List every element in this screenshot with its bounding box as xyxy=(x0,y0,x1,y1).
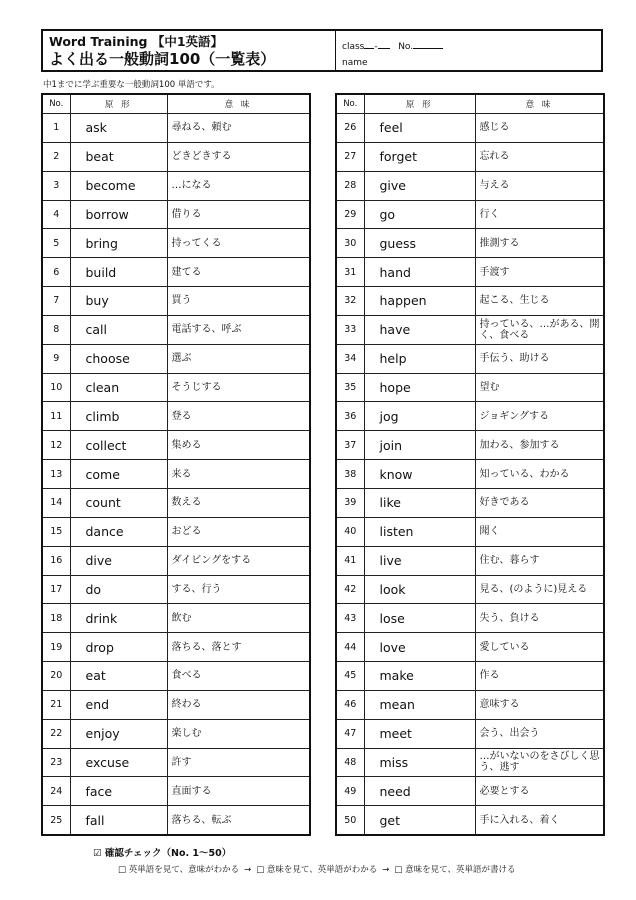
word-english: lose xyxy=(364,604,475,633)
table-row xyxy=(336,748,604,777)
word-english: miss xyxy=(364,748,475,777)
column-header-meaning: 意 味 xyxy=(167,94,310,114)
word-meaning: する、行う xyxy=(167,575,310,604)
word-number: 48 xyxy=(336,748,364,777)
table-row xyxy=(42,575,310,604)
word-english: ask xyxy=(70,114,167,143)
word-meaning: 住む、暮らす xyxy=(475,546,604,575)
column-header-no: No. xyxy=(336,94,364,114)
table-row xyxy=(42,748,310,777)
word-english: look xyxy=(364,575,475,604)
word-meaning: 借りる xyxy=(167,200,310,229)
word-number: 27 xyxy=(336,142,364,171)
table-row xyxy=(42,200,310,229)
word-number: 6 xyxy=(42,258,70,287)
word-meaning: 直面する xyxy=(167,777,310,806)
word-meaning: 建てる xyxy=(167,258,310,287)
table-row xyxy=(42,488,310,517)
word-number: 24 xyxy=(42,777,70,806)
table-row xyxy=(336,719,604,748)
table-row xyxy=(42,373,310,402)
word-english: feel xyxy=(364,114,475,143)
word-english: buy xyxy=(70,287,167,316)
table-row xyxy=(42,633,310,662)
table-header-row xyxy=(42,94,310,114)
word-english: go xyxy=(364,200,475,229)
word-english: like xyxy=(364,488,475,517)
word-english: listen xyxy=(364,517,475,546)
intro-text: 中1までに学ぶ重要な一般動詞100 単語です。 xyxy=(43,80,220,90)
table-row xyxy=(42,662,310,691)
word-meaning: 忘れる xyxy=(475,142,604,171)
word-number: 20 xyxy=(42,662,70,691)
word-english: live xyxy=(364,546,475,575)
table-row xyxy=(336,229,604,258)
word-english: give xyxy=(364,171,475,200)
no-label: No. xyxy=(398,42,414,52)
word-number: 31 xyxy=(336,258,364,287)
student-info-block xyxy=(336,31,601,70)
word-number: 45 xyxy=(336,662,364,691)
table-row xyxy=(336,114,604,143)
word-meaning: おどる xyxy=(167,517,310,546)
table-row xyxy=(336,142,604,171)
word-number: 46 xyxy=(336,690,364,719)
word-meaning: 集める xyxy=(167,431,310,460)
column-header-word: 原 形 xyxy=(70,94,167,114)
word-meaning: どきどきする xyxy=(167,142,310,171)
word-number: 35 xyxy=(336,373,364,402)
table-row xyxy=(336,344,604,373)
word-english: mean xyxy=(364,690,475,719)
word-english: beat xyxy=(70,142,167,171)
header-title-block xyxy=(43,31,336,70)
word-english: bring xyxy=(70,229,167,258)
word-meaning: 楽しむ xyxy=(167,719,310,748)
table-row xyxy=(336,662,604,691)
word-number: 33 xyxy=(336,315,364,344)
word-meaning: 食べる xyxy=(167,662,310,691)
name-label: name xyxy=(342,58,368,68)
word-meaning: 登る xyxy=(167,402,310,431)
arrow-icon: → xyxy=(382,865,390,875)
word-english: enjoy xyxy=(70,719,167,748)
word-number: 34 xyxy=(336,344,364,373)
word-number: 3 xyxy=(42,171,70,200)
table-row xyxy=(336,431,604,460)
word-number: 25 xyxy=(42,806,70,835)
table-row xyxy=(42,777,310,806)
word-meaning: 会う、出会う xyxy=(475,719,604,748)
word-number: 44 xyxy=(336,633,364,662)
word-meaning: 行く xyxy=(475,200,604,229)
word-english: dance xyxy=(70,517,167,546)
column-header-meaning: 意 味 xyxy=(475,94,604,114)
table-row xyxy=(42,690,310,719)
table-row xyxy=(336,258,604,287)
word-number: 23 xyxy=(42,748,70,777)
table-row xyxy=(42,114,310,143)
class-label: class xyxy=(342,42,365,52)
word-number: 17 xyxy=(42,575,70,604)
table-row xyxy=(42,806,310,835)
table-row xyxy=(336,690,604,719)
table-row xyxy=(336,777,604,806)
word-number: 10 xyxy=(42,373,70,402)
word-meaning: 意味する xyxy=(475,690,604,719)
word-number: 1 xyxy=(42,114,70,143)
word-number: 29 xyxy=(336,200,364,229)
table-row xyxy=(42,604,310,633)
word-english: fall xyxy=(70,806,167,835)
table-row xyxy=(42,344,310,373)
word-english: get xyxy=(364,806,475,835)
word-number: 36 xyxy=(336,402,364,431)
table-row xyxy=(336,460,604,489)
column-header-no: No. xyxy=(42,94,70,114)
word-meaning: 愛している xyxy=(475,633,604,662)
table-row xyxy=(336,373,604,402)
word-english: build xyxy=(70,258,167,287)
word-english: do xyxy=(70,575,167,604)
word-number: 7 xyxy=(42,287,70,316)
table-row xyxy=(42,142,310,171)
table-row xyxy=(336,402,604,431)
table-row xyxy=(42,258,310,287)
word-meaning: 必要とする xyxy=(475,777,604,806)
table-row xyxy=(42,431,310,460)
word-table-right xyxy=(335,93,605,836)
word-english: excuse xyxy=(70,748,167,777)
table-header-row xyxy=(336,94,604,114)
word-english: choose xyxy=(70,344,167,373)
word-english: count xyxy=(70,488,167,517)
word-english: guess xyxy=(364,229,475,258)
check-item-1[interactable]: □ 英単語を見て、意味がわかる xyxy=(118,865,240,875)
table-row xyxy=(336,546,604,575)
word-number: 49 xyxy=(336,777,364,806)
word-english: help xyxy=(364,344,475,373)
table-row xyxy=(336,633,604,662)
word-number: 22 xyxy=(42,719,70,748)
class-blank xyxy=(364,39,374,49)
word-meaning: 失う、負ける xyxy=(475,604,604,633)
word-english: come xyxy=(70,460,167,489)
word-meaning: 終わる xyxy=(167,690,310,719)
class-separator: - xyxy=(374,42,378,52)
check-list xyxy=(118,863,515,875)
column-header-word: 原 形 xyxy=(364,94,475,114)
word-meaning: 持ってくる xyxy=(167,229,310,258)
word-meaning: 持っている、…がある、開く、食べる xyxy=(475,315,604,344)
class-blank-2 xyxy=(378,39,390,49)
word-number: 21 xyxy=(42,690,70,719)
word-meaning: 飲む xyxy=(167,604,310,633)
word-english: hand xyxy=(364,258,475,287)
word-english: jog xyxy=(364,402,475,431)
table-row xyxy=(336,171,604,200)
word-number: 15 xyxy=(42,517,70,546)
word-meaning: ダイビングをする xyxy=(167,546,310,575)
word-meaning: 起こる、生じる xyxy=(475,287,604,316)
word-number: 50 xyxy=(336,806,364,835)
table-row xyxy=(42,229,310,258)
word-meaning: 電話する、呼ぶ xyxy=(167,315,310,344)
table-row xyxy=(42,287,310,316)
word-english: eat xyxy=(70,662,167,691)
word-number: 30 xyxy=(336,229,364,258)
word-english: become xyxy=(70,171,167,200)
word-number: 9 xyxy=(42,344,70,373)
word-meaning: 感じる xyxy=(475,114,604,143)
word-english: love xyxy=(364,633,475,662)
table-row xyxy=(42,546,310,575)
word-meaning: 知っている、わかる xyxy=(475,460,604,489)
table-row xyxy=(42,402,310,431)
word-number: 13 xyxy=(42,460,70,489)
word-english: face xyxy=(70,777,167,806)
word-english: hope xyxy=(364,373,475,402)
word-meaning: 来る xyxy=(167,460,310,489)
word-meaning: 加わる、参加する xyxy=(475,431,604,460)
word-meaning: 手渡す xyxy=(475,258,604,287)
word-english: dive xyxy=(70,546,167,575)
word-english: call xyxy=(70,315,167,344)
worksheet-title: Word Training 【中1英語】 xyxy=(49,34,224,49)
word-number: 18 xyxy=(42,604,70,633)
table-row xyxy=(42,171,310,200)
table-row xyxy=(336,517,604,546)
word-english: happen xyxy=(364,287,475,316)
word-meaning: 買う xyxy=(167,287,310,316)
word-number: 12 xyxy=(42,431,70,460)
table-row xyxy=(42,315,310,344)
word-number: 32 xyxy=(336,287,364,316)
word-number: 42 xyxy=(336,575,364,604)
word-meaning: 望む xyxy=(475,373,604,402)
word-number: 43 xyxy=(336,604,364,633)
word-number: 39 xyxy=(336,488,364,517)
worksheet-subtitle: よく出る一般動詞100（一覧表） xyxy=(49,50,276,68)
word-number: 41 xyxy=(336,546,364,575)
word-english: meet xyxy=(364,719,475,748)
word-meaning: 手伝う、助ける xyxy=(475,344,604,373)
table-row xyxy=(336,200,604,229)
word-number: 40 xyxy=(336,517,364,546)
word-number: 2 xyxy=(42,142,70,171)
table-row xyxy=(42,517,310,546)
word-number: 19 xyxy=(42,633,70,662)
word-number: 14 xyxy=(42,488,70,517)
check-item-2[interactable]: □ 意味を見て、英単語がわかる xyxy=(256,865,378,875)
word-table-left xyxy=(41,93,311,836)
word-meaning: 聞く xyxy=(475,517,604,546)
word-meaning: 落ちる、転ぶ xyxy=(167,806,310,835)
word-number: 47 xyxy=(336,719,364,748)
worksheet-header xyxy=(41,29,603,72)
table-row xyxy=(336,604,604,633)
word-english: forget xyxy=(364,142,475,171)
word-meaning: 好きである xyxy=(475,488,604,517)
word-meaning: 尋ねる、頼む xyxy=(167,114,310,143)
table-row xyxy=(336,488,604,517)
word-meaning: そうじする xyxy=(167,373,310,402)
check-title: ☑ 確認チェック（No. 1～50） xyxy=(93,848,232,859)
word-meaning: 推測する xyxy=(475,229,604,258)
word-english: know xyxy=(364,460,475,489)
word-number: 38 xyxy=(336,460,364,489)
word-meaning: 数える xyxy=(167,488,310,517)
word-meaning: 作る xyxy=(475,662,604,691)
word-english: end xyxy=(70,690,167,719)
word-english: drop xyxy=(70,633,167,662)
word-english: need xyxy=(364,777,475,806)
word-meaning: …になる xyxy=(167,171,310,200)
word-number: 4 xyxy=(42,200,70,229)
word-number: 5 xyxy=(42,229,70,258)
no-blank xyxy=(413,39,443,49)
word-meaning: 手に入れる、着く xyxy=(475,806,604,835)
word-meaning: 見る、(のように)見える xyxy=(475,575,604,604)
word-number: 37 xyxy=(336,431,364,460)
table-row xyxy=(336,806,604,835)
word-number: 8 xyxy=(42,315,70,344)
word-meaning: ジョギングする xyxy=(475,402,604,431)
word-english: clean xyxy=(70,373,167,402)
word-english: join xyxy=(364,431,475,460)
table-row xyxy=(42,460,310,489)
word-meaning: 与える xyxy=(475,171,604,200)
word-meaning: 落ちる、落とす xyxy=(167,633,310,662)
word-meaning: 選ぶ xyxy=(167,344,310,373)
word-number: 11 xyxy=(42,402,70,431)
table-row xyxy=(42,719,310,748)
word-number: 28 xyxy=(336,171,364,200)
word-number: 16 xyxy=(42,546,70,575)
word-english: collect xyxy=(70,431,167,460)
word-english: make xyxy=(364,662,475,691)
check-item-3[interactable]: □ 意味を見て、英単語が書ける xyxy=(394,865,516,875)
table-row xyxy=(336,315,604,344)
word-meaning: …がいないのをさびしく思う、逃す xyxy=(475,748,604,777)
word-number: 26 xyxy=(336,114,364,143)
word-english: have xyxy=(364,315,475,344)
word-meaning: 許す xyxy=(167,748,310,777)
word-english: climb xyxy=(70,402,167,431)
class-field xyxy=(342,39,443,52)
arrow-icon: → xyxy=(244,865,252,875)
word-english: drink xyxy=(70,604,167,633)
table-row xyxy=(336,287,604,316)
table-row xyxy=(336,575,604,604)
word-english: borrow xyxy=(70,200,167,229)
